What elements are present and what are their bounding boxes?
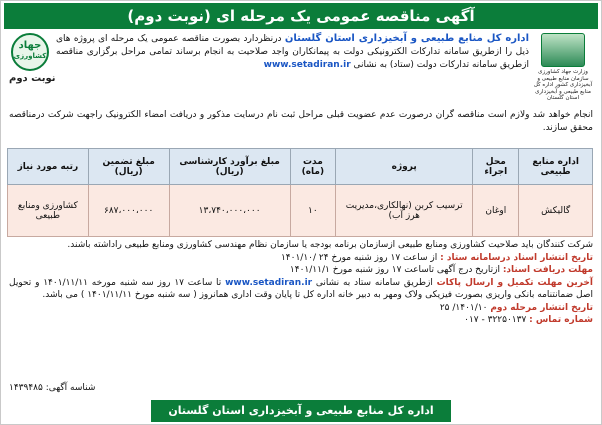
notice-id-row	[9, 383, 593, 397]
logo-left-line2: کشاورزی	[13, 52, 47, 60]
intro-text1: درنظردارد بصورت مناقصه عمومی یک مرحله ای پروژه های ذیل را ازطریق سامانه تدارکات الکترونیکی دولت به پیمانکاران واجد صلاحیت به انجام برساند تمامی مراحل برگزاری مناقصه ازطریق سامانه تدارکات دولت (ستاد) به نشانی	[56, 34, 529, 70]
cell-rank: کشاورزی ومنابع طبیعی	[8, 185, 89, 237]
setad-link[interactable]: www.setadiran.ir	[263, 60, 351, 70]
receive-label: مهلت دریافت اسناد:	[502, 265, 593, 275]
publish-line	[9, 252, 593, 265]
second-publish-line	[9, 302, 593, 315]
col-estimate: مبلغ برآورد کارشناسی (ریال)	[169, 149, 290, 185]
notice-title: آگهی مناقصه عمومی یک مرحله ای (نوبت دوم)	[4, 3, 598, 29]
cell-guarantee: ۶۸۷،۰۰۰،۰۰۰	[88, 185, 169, 237]
cell-office: گالیکش	[519, 185, 593, 237]
jahad-keshavarzi-logo	[11, 33, 49, 71]
tender-table	[7, 148, 593, 237]
footer-org: اداره کل منابع طبیعی و آبخیزداری استان گلستان	[151, 400, 451, 422]
second-pub-text: ۱۴۰۱/۱۰/ ۲۵	[439, 302, 488, 313]
col-office: اداره منابع طبیعی	[519, 149, 593, 185]
receive-line	[9, 264, 593, 277]
intro-text2: انجام خواهد شد ولازم است مناقصه گران درصورت عدم عضویت قبلی مراحل ثبت نام درسایت مذکور و دریافت امضاء الکترونیک راجهت شرکت درمناقصه محقق سازند.	[9, 110, 593, 133]
notice-id-value: ۱۴۳۹۴۸۵	[9, 383, 43, 393]
deadline-setad-link[interactable]: www.setadiran.ir	[225, 277, 313, 288]
cell-location: اوغان	[473, 185, 519, 237]
col-guarantee: مبلغ تضمین (ریال)	[88, 149, 169, 185]
publish-label: تاریخ انتشار اسناد درسامانه ستاد :	[440, 252, 593, 263]
notice-id-label: شناسه آگهی:	[45, 383, 96, 393]
deadline-label: آخرین مهلت تکمیل و ارسال پاکات	[436, 277, 593, 288]
phone-line	[9, 314, 593, 327]
col-duration: مدت (ماه)	[290, 149, 335, 185]
receive-text: ازتاریخ درج آگهی تاساعت ۱۷ روز شنبه مورخ ۱۴۰۱/۱۱/۱	[289, 265, 500, 275]
col-project: پروژه	[336, 149, 473, 185]
phone-text: ۳۲۲۵۰۱۳۷ - ۰۱۷	[464, 315, 527, 325]
cell-estimate: ۱۳،۷۴۰،۰۰۰،۰۰۰	[169, 185, 290, 237]
round-label: نوبت دوم	[9, 73, 56, 84]
col-rank: رتبه مورد نیاز	[8, 149, 89, 185]
qualification-text: شرکت کنندگان باید صلاحیت کشاورزی ومنابع طبیعی ازسازمان برنامه بودجه یا سازمان نظام مهندسی کشاورزی ومنابع طبیعی راداشته باشند.	[67, 240, 593, 250]
notice-body	[9, 239, 593, 327]
publish-text: از ساعت ۱۷ روز شنبه مورخ ۲۴ /۱۴۰۱/۱۰	[280, 252, 438, 263]
cell-project: ترسیب کربن (نهالکاری،مدیریت هرز آب)	[336, 185, 473, 237]
intro-paragraph	[56, 32, 529, 72]
intro-paragraph-2	[9, 109, 593, 135]
intro-org: اداره کل منابع طبیعی و آبخیزداری استان گلستان	[284, 33, 529, 44]
logo-caption: وزارت جهاد کشاورزی سازمان منابع طبیعی و آبخیزداری کشور اداره کل منابع طبیعی و آبخیزداری استان گلستان	[533, 69, 593, 102]
deadline-text1: ازطریق سامانه ستاد به نشانی	[315, 277, 433, 288]
notice-id	[9, 383, 95, 393]
natural-resources-logo	[531, 33, 595, 105]
deadline-text2: تا ساعت ۱۷ روز سه شنبه مورخه ۱۴۰۱/۱۱/۱۱ و تحویل اصل ضمانتنامه بانکی واریزی بصورت فیزیکی ولاک ومهر به دبیر خانه اداره کل تا پایان وقت اداری همانروز ( سه شنبه مورخ ۱۴۰۱/۱۱/۱۱ ) می باشد.	[9, 277, 593, 300]
logo-left-line1: جهاد	[18, 40, 42, 51]
deadline-line	[9, 277, 593, 302]
phone-label: شماره تماس :	[529, 315, 593, 325]
table-header-row	[8, 149, 593, 185]
mountain-emblem-icon	[541, 33, 585, 67]
col-location: محل اجراء	[473, 149, 519, 185]
table-row	[8, 185, 593, 237]
cell-duration: ۱۰	[290, 185, 335, 237]
second-pub-label: تاریخ انتشار مرحله دوم	[490, 302, 593, 313]
